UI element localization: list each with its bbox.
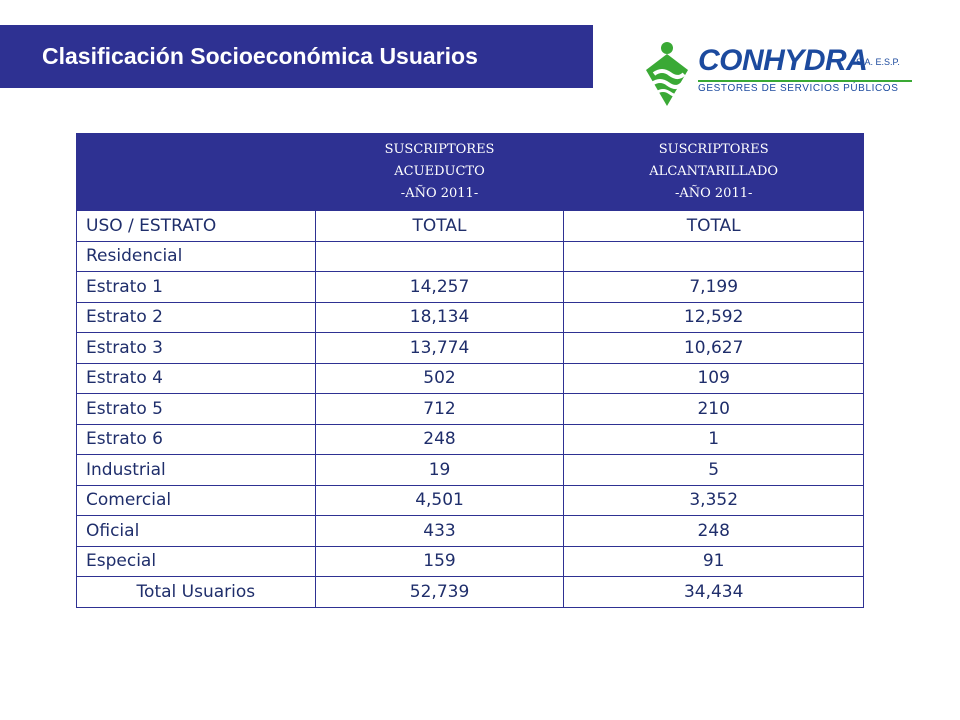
logo-suffix: S.A. E.S.P. [856,57,900,67]
section-label: Residencial [77,241,316,272]
total-alcantarillado: 34,434 [564,577,864,608]
logo-divider [698,80,912,82]
table-row: Industrial 19 5 [77,455,864,486]
header-alcantarillado: SUSCRIPTORES ALCANTARILLADO -AÑO 2011- [564,134,864,211]
table-row: Estrato 5 712 210 [77,394,864,425]
table-row: Comercial 4,501 3,352 [77,485,864,516]
table-row: Estrato 1 14,257 7,199 [77,272,864,303]
classification-table [76,133,864,608]
table-row: Estrato 6 248 1 [77,424,864,455]
total-row [77,577,864,608]
table-row: Especial 159 91 [77,546,864,577]
section-row [77,241,864,272]
subheader-col3: TOTAL [564,211,864,242]
table-row: Estrato 2 18,134 12,592 [77,302,864,333]
conhydra-logo [640,40,920,115]
logo-name: CONHYDRA [698,44,868,77]
subheader-col2: TOTAL [315,211,564,242]
header-acueducto: SUSCRIPTORES ACUEDUCTO -AÑO 2011- [315,134,564,211]
total-acueducto: 52,739 [315,577,564,608]
table-header-row [77,134,864,211]
slide-title: Clasificación Socioeconómica Usuarios [42,43,478,69]
table-row: Oficial 433 248 [77,516,864,547]
total-label: Total Usuarios [77,577,316,608]
table-row: Estrato 4 502 109 [77,363,864,394]
subheader-row [77,211,864,242]
logo-tagline: GESTORES DE SERVICIOS PÚBLICOS [698,83,899,94]
table-row: Estrato 3 13,774 10,627 [77,333,864,364]
header-blank-cell [77,134,316,211]
slide-title-bar [0,25,593,88]
logo-emblem-icon [640,40,694,110]
subheader-label: USO / ESTRATO [77,211,316,242]
